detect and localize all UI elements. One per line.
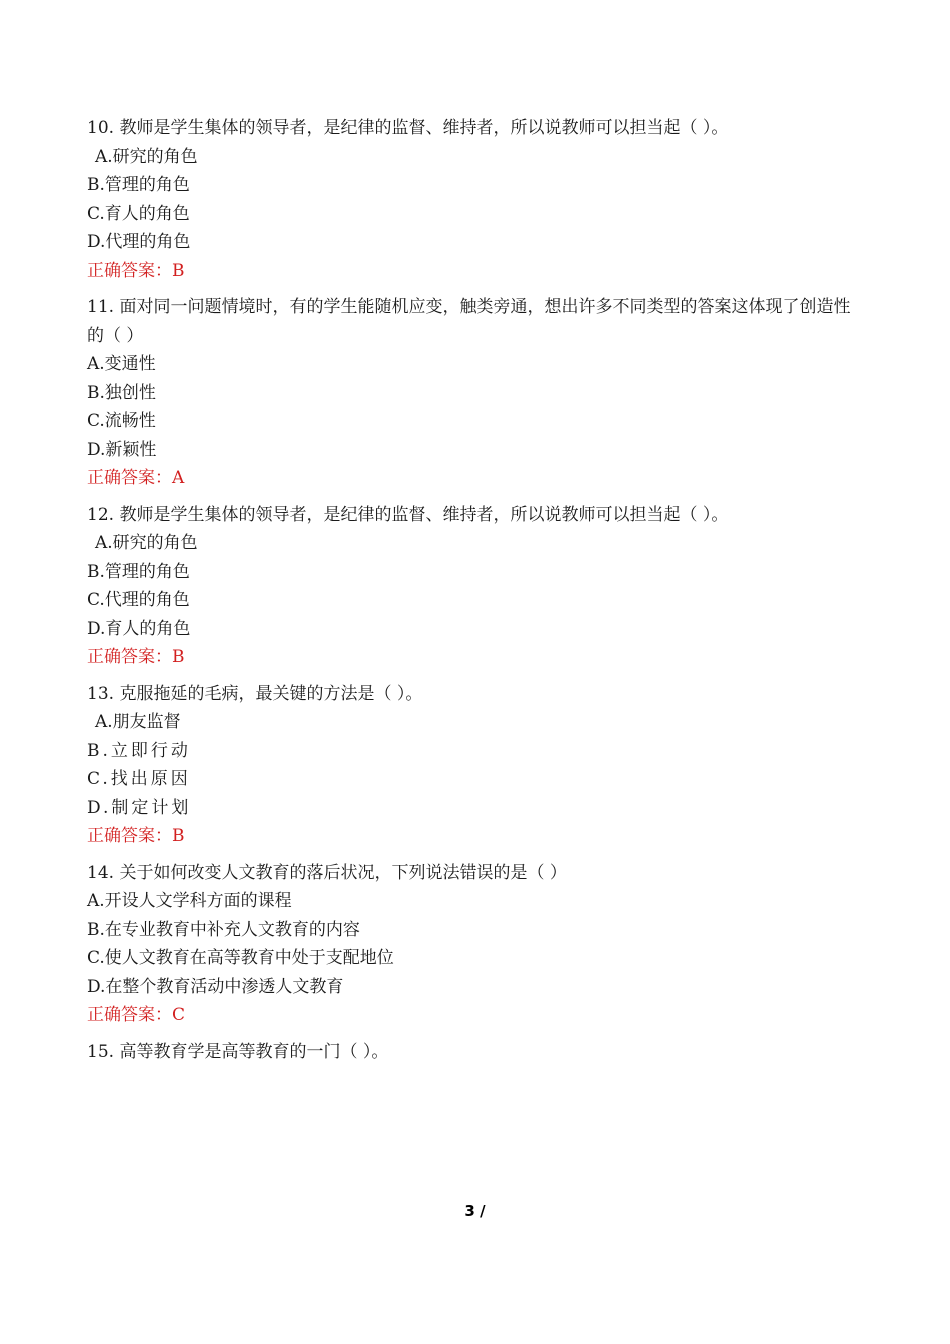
option-d: D.在整个教育活动中渗透人文教育 (87, 976, 344, 997)
question-title: 13. 克服拖延的毛病，最关键的方法是（ ）。 (87, 683, 423, 704)
question-14 (87, 859, 867, 1030)
option-b: B.独创性 (87, 382, 156, 403)
option-a: A.朋友监督 (95, 712, 181, 732)
question-title: 11. 面对同一问题情境时，有的学生能随机应变，触类旁通，想出许多不同类型的答案这体现了创造性的（ ） (87, 297, 851, 346)
option-b: B.立即行动 (87, 740, 191, 761)
option-c: C.流畅性 (87, 411, 156, 431)
question-10 (87, 114, 867, 285)
option-b: B.在专业教育中补充人文教育的内容 (87, 919, 360, 940)
option-a: A.研究的角色 (95, 146, 198, 167)
option-c: C.育人的角色 (87, 203, 190, 224)
option-a: A.研究的角色 (95, 533, 198, 553)
option-c: C.代理的角色 (87, 590, 190, 610)
question-title: 10. 教师是学生集体的领导者，是纪律的监督、维持者，所以说教师可以担当起（ ）。 (87, 118, 729, 138)
question-title: 15. 高等教育学是高等教育的一门（ ）。 (87, 1041, 389, 1062)
question-11 (87, 293, 867, 493)
option-c: C.找出原因 (87, 769, 191, 789)
option-d: D.制定计划 (87, 797, 192, 818)
question-15 (87, 1038, 867, 1067)
option-a: A.变通性 (87, 354, 156, 374)
correct-answer: 正确答案：B (87, 647, 185, 667)
option-c: C.使人文教育在高等教育中处于支配地位 (87, 948, 394, 968)
option-b: B.管理的角色 (87, 175, 190, 195)
correct-answer: 正确答案：A (87, 468, 185, 488)
page-number: 3 / (464, 1202, 486, 1220)
question-13 (87, 680, 867, 851)
correct-answer: 正确答案：B (87, 826, 185, 846)
option-b: B.管理的角色 (87, 561, 190, 582)
option-d: D.代理的角色 (87, 232, 191, 252)
correct-answer: 正确答案：C (87, 1005, 186, 1025)
question-12 (87, 501, 867, 672)
document-page (87, 114, 867, 1066)
option-d: D.新颖性 (87, 439, 157, 460)
option-a: A.开设人文学科方面的课程 (87, 891, 292, 911)
question-title: 12. 教师是学生集体的领导者，是纪律的监督、维持者，所以说教师可以担当起（ ）。 (87, 504, 729, 525)
option-d: D.育人的角色 (87, 618, 191, 639)
correct-answer: 正确答案：B (87, 260, 185, 281)
question-title: 14. 关于如何改变人文教育的落后状况，下列说法错误的是（ ） (87, 862, 567, 883)
